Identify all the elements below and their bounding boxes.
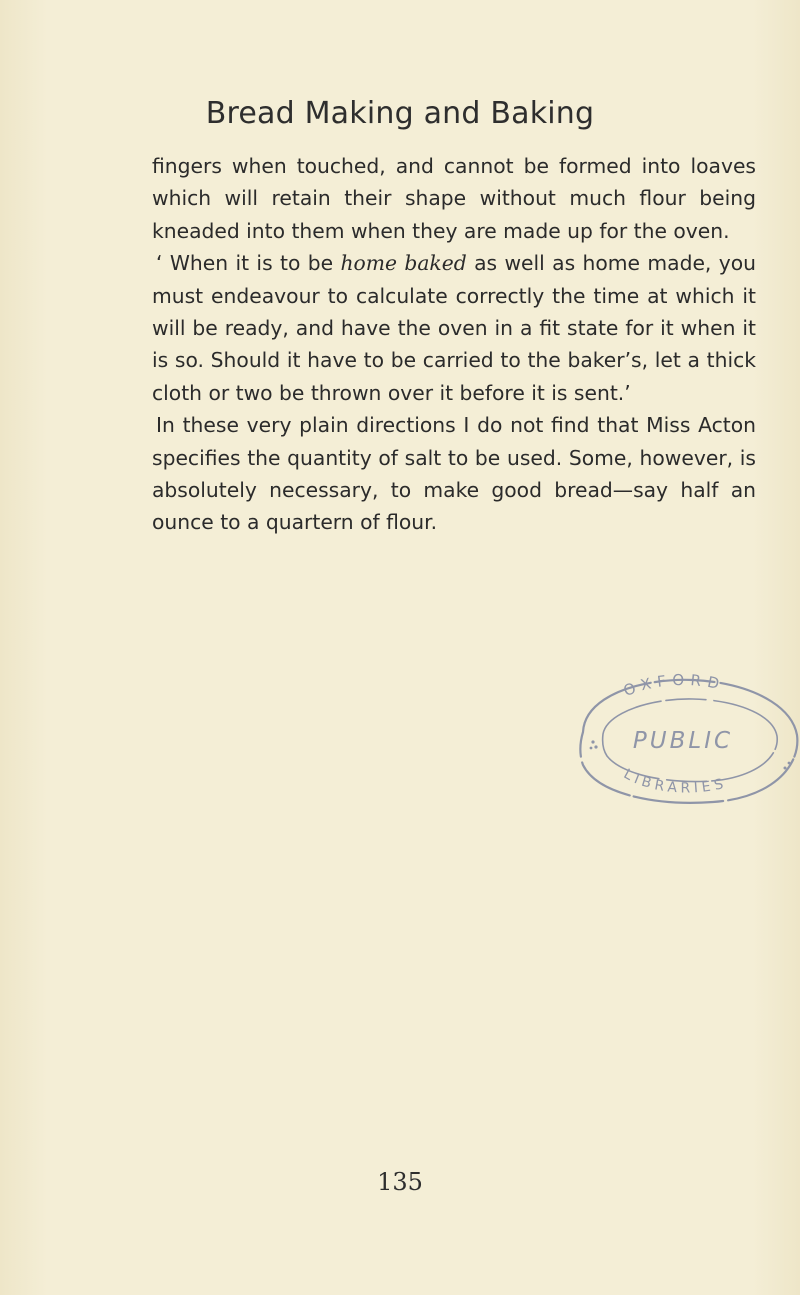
paragraph-1 — [152, 150, 756, 247]
paragraph-2-text-rest: as well as home made, you must endeavour to calculate correctly the time at which it will be ready, and have the oven in a fit state for it when it is so. Should it have to be carried to the baker’s, let a thick cloth or two be thrown over it before it is sent.’ — [152, 251, 756, 405]
stamp-top-text: OXFORD — [621, 670, 727, 701]
paragraph-2-text-start: ‘ When it is to be — [156, 251, 341, 276]
paragraph-1-text: fingers when touched, and cannot be formed into loaves which will retain their shape without much flour being kneaded into them when they are made up for the oven. — [152, 154, 756, 243]
running-head: Bread Making and Baking — [205, 96, 595, 131]
paragraph-2 — [152, 247, 756, 409]
emphasis-home-baked: home baked — [340, 251, 467, 276]
stamp-center-text: PUBLIC — [632, 728, 734, 754]
stamp-bottom-text: LIBRARIES — [620, 766, 729, 797]
library-stamp-icon — [563, 670, 800, 810]
paragraph-3 — [152, 409, 756, 539]
body-text — [152, 150, 756, 539]
paragraph-3-text: In these very plain directions I do not find that Miss Acton specifies the quantity of salt to be used. Some, however, is absolutely necessary, to make good bread—say half an ounce to a quartern of flour. — [152, 413, 756, 535]
page-number: 135 — [377, 1168, 423, 1196]
